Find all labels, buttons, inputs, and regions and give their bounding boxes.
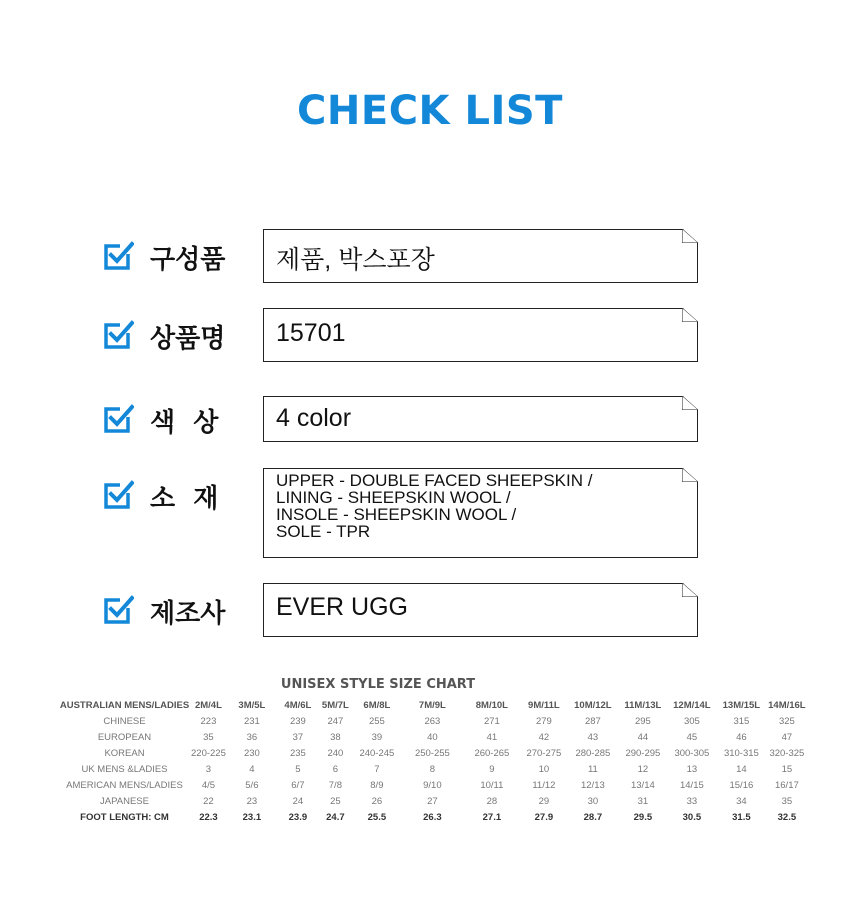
size-row-label: UK MENS &LADIES bbox=[81, 763, 168, 775]
checklist-value bbox=[276, 404, 351, 433]
size-cell: 24.7 bbox=[326, 811, 345, 823]
size-cell: 12 bbox=[637, 763, 649, 775]
size-cell: 8 bbox=[429, 763, 436, 775]
size-cell: 260-265 bbox=[474, 747, 510, 759]
size-cell: 22.3 bbox=[199, 811, 218, 823]
checklist-value-line: SOLE - TPR bbox=[276, 522, 371, 541]
size-cell: 271 bbox=[483, 715, 500, 727]
checkbox-checked-icon bbox=[102, 319, 134, 351]
size-cell: 10 bbox=[538, 763, 550, 775]
size-row-label: CHINESE bbox=[103, 715, 146, 727]
size-cell: 27.9 bbox=[534, 811, 554, 823]
checklist-value-line: 4 color bbox=[276, 404, 352, 432]
size-chart-title: UNISEX STYLE SIZE CHART bbox=[280, 677, 476, 692]
size-row-label: AMERICAN MENS/LADIES bbox=[66, 779, 183, 791]
size-cell: 5 bbox=[295, 763, 301, 775]
size-cell: 31 bbox=[637, 795, 649, 807]
checklist-value-line: EVER UGG bbox=[276, 593, 408, 621]
size-cell: 4/5 bbox=[201, 779, 216, 791]
size-cell: 45 bbox=[686, 731, 698, 743]
size-cell: 35 bbox=[203, 731, 214, 743]
size-cell: 42 bbox=[538, 731, 550, 743]
size-cell: 44 bbox=[637, 731, 649, 743]
size-cell: 280-285 bbox=[575, 747, 611, 759]
size-cell: 263 bbox=[424, 715, 441, 727]
checklist-row bbox=[0, 308, 860, 362]
size-cell: 14M/16L bbox=[768, 699, 806, 711]
size-cell: 30.5 bbox=[682, 811, 702, 823]
checklist-value-box bbox=[263, 229, 698, 283]
size-cell: 279 bbox=[535, 715, 552, 727]
size-cell: 43 bbox=[587, 731, 599, 743]
size-cell: 46 bbox=[736, 731, 747, 743]
size-cell: 40 bbox=[427, 731, 438, 743]
size-cell: 220-225 bbox=[191, 747, 226, 759]
size-cell: 223 bbox=[200, 715, 217, 727]
size-cell: 295 bbox=[634, 715, 651, 727]
size-cell: 4 bbox=[249, 763, 255, 775]
size-cell: 24 bbox=[292, 795, 304, 807]
checklist-value bbox=[276, 472, 592, 540]
size-cell: 235 bbox=[289, 747, 306, 759]
size-cell: 29 bbox=[538, 795, 550, 807]
size-cell: 27.1 bbox=[482, 811, 502, 823]
size-cell: 315 bbox=[733, 715, 750, 727]
size-cell: 9M/11L bbox=[528, 699, 560, 711]
size-cell: 310-315 bbox=[723, 747, 759, 759]
size-row-label: AUSTRALIAN MENS/LADIES bbox=[59, 699, 190, 711]
checklist-row bbox=[0, 468, 860, 558]
size-cell: 34 bbox=[736, 795, 747, 807]
checklist-value-line: UPPER - DOUBLE FACED SHEEPSKIN / bbox=[276, 471, 593, 490]
size-cell: 5M/7L bbox=[321, 699, 349, 711]
size-cell: 25.5 bbox=[367, 811, 387, 823]
size-cell: 26.3 bbox=[423, 811, 442, 823]
corner-fold-icon bbox=[682, 396, 698, 410]
size-cell: 41 bbox=[486, 731, 498, 743]
corner-fold-icon bbox=[682, 468, 698, 482]
size-cell: 9 bbox=[489, 763, 495, 775]
size-row bbox=[58, 793, 807, 809]
size-cell: 36 bbox=[246, 731, 258, 743]
checklist-label: 소 재 bbox=[150, 484, 219, 514]
size-cell: 270-275 bbox=[526, 747, 562, 759]
size-cell: 300-305 bbox=[674, 747, 710, 759]
checklist-value-box bbox=[263, 396, 698, 442]
size-cell: 290-295 bbox=[625, 747, 661, 759]
size-cell: 35 bbox=[781, 795, 793, 807]
checklist-label: 구성품 bbox=[150, 245, 226, 275]
size-row bbox=[58, 713, 807, 729]
size-cell: 10/11 bbox=[480, 779, 504, 791]
size-cell: 250-255 bbox=[414, 747, 450, 759]
size-cell: 38 bbox=[330, 731, 341, 743]
size-cell: 7/8 bbox=[328, 779, 342, 791]
size-row bbox=[58, 729, 807, 745]
size-row bbox=[58, 761, 807, 777]
size-cell: 16/17 bbox=[774, 779, 799, 791]
size-cell: 320-325 bbox=[769, 747, 805, 759]
checklist-value-line: LINING - SHEEPSKIN WOOL / bbox=[276, 488, 511, 507]
size-cell: 23.9 bbox=[288, 811, 308, 823]
checkbox-checked-icon bbox=[102, 479, 134, 511]
corner-fold-icon bbox=[682, 583, 698, 597]
size-cell: 11 bbox=[587, 763, 598, 775]
size-cell: 29.5 bbox=[633, 811, 653, 823]
size-cell: 8/9 bbox=[370, 779, 384, 791]
page-title: CHECK LIST bbox=[297, 88, 563, 134]
checkbox-checked-icon bbox=[102, 594, 134, 626]
size-cell: 287 bbox=[584, 715, 601, 727]
checkbox-checked-icon bbox=[102, 240, 134, 272]
checklist-label: 색 상 bbox=[150, 408, 219, 438]
checklist-label: 제조사 bbox=[150, 599, 226, 629]
checklist-value-line: 제품, 박스포장 bbox=[276, 246, 435, 274]
size-cell: 325 bbox=[778, 715, 795, 727]
size-row-label: FOOT LENGTH: CM bbox=[80, 811, 169, 823]
size-cell: 5/6 bbox=[245, 779, 259, 791]
size-cell: 37 bbox=[292, 731, 304, 743]
size-row-label: EUROPEAN bbox=[97, 731, 152, 743]
size-cell: 33 bbox=[686, 795, 698, 807]
size-cell: 255 bbox=[368, 715, 385, 727]
checklist-value bbox=[276, 593, 408, 622]
checklist-label: 상품명 bbox=[150, 324, 226, 354]
size-cell: 6M/8L bbox=[363, 699, 391, 711]
size-cell: 13M/15L bbox=[722, 699, 761, 711]
size-cell: 14 bbox=[736, 763, 747, 775]
size-cell: 47 bbox=[781, 731, 793, 743]
size-row bbox=[58, 745, 807, 761]
size-cell: 28.7 bbox=[583, 811, 603, 823]
corner-fold-icon bbox=[682, 229, 698, 243]
size-cell: 14/15 bbox=[679, 779, 704, 791]
size-cell: 15/16 bbox=[729, 779, 754, 791]
size-footer-row bbox=[58, 809, 807, 825]
size-cell: 13 bbox=[686, 763, 698, 775]
size-cell: 13/14 bbox=[630, 779, 655, 791]
size-cell: 230 bbox=[243, 747, 260, 759]
size-chart-table bbox=[58, 697, 807, 825]
checklist-value-line: INSOLE - SHEEPSKIN WOOL / bbox=[276, 505, 517, 524]
size-cell: 12/13 bbox=[580, 779, 605, 791]
size-cell: 39 bbox=[371, 731, 383, 743]
size-cell: 30 bbox=[587, 795, 599, 807]
checklist-value bbox=[276, 240, 435, 276]
size-cell: 6 bbox=[332, 763, 339, 775]
size-cell: 11/12 bbox=[532, 779, 556, 791]
size-cell: 247 bbox=[327, 715, 344, 727]
size-cell: 25 bbox=[330, 795, 341, 807]
size-cell: 7M/9L bbox=[418, 699, 446, 711]
size-row-label: KOREAN bbox=[104, 747, 145, 759]
size-cell: 6/7 bbox=[291, 779, 305, 791]
size-cell: 31.5 bbox=[732, 811, 751, 823]
size-cell: 3 bbox=[205, 763, 212, 775]
checklist-row bbox=[0, 583, 860, 637]
size-cell: 27 bbox=[427, 795, 438, 807]
size-cell: 7 bbox=[374, 763, 380, 775]
size-cell: 8M/10L bbox=[475, 699, 508, 711]
size-header-row bbox=[58, 697, 807, 713]
size-row-label: JAPANESE bbox=[100, 795, 149, 807]
checklist-value-box bbox=[263, 468, 698, 558]
size-cell: 10M/12L bbox=[574, 699, 612, 711]
size-cell: 11M/13L bbox=[624, 699, 662, 711]
size-row bbox=[58, 777, 807, 793]
size-cell: 32.5 bbox=[777, 811, 797, 823]
size-cell: 240 bbox=[327, 747, 344, 759]
checklist-row bbox=[0, 396, 860, 442]
size-cell: 239 bbox=[289, 715, 306, 727]
size-cell: 28 bbox=[486, 795, 498, 807]
size-cell: 3M/5L bbox=[238, 699, 266, 711]
checkbox-checked-icon bbox=[102, 403, 134, 435]
size-cell: 9/10 bbox=[423, 779, 442, 791]
checklist-value-line: 15701 bbox=[276, 319, 346, 347]
checklist-row bbox=[0, 229, 860, 283]
size-cell: 26 bbox=[371, 795, 383, 807]
checklist-value-box bbox=[263, 583, 698, 637]
size-cell: 231 bbox=[243, 715, 260, 727]
size-cell: 23.1 bbox=[242, 811, 262, 823]
size-cell: 15 bbox=[781, 763, 793, 775]
checklist-value-box bbox=[263, 308, 698, 362]
size-cell: 22 bbox=[203, 795, 214, 807]
size-cell: 12M/14L bbox=[673, 699, 711, 711]
corner-fold-icon bbox=[682, 308, 698, 322]
size-cell: 4M/6L bbox=[284, 699, 312, 711]
size-cell: 240-245 bbox=[359, 747, 395, 759]
checklist-value bbox=[276, 319, 346, 348]
size-cell: 305 bbox=[683, 715, 700, 727]
size-cell: 23 bbox=[246, 795, 258, 807]
size-cell: 2M/4L bbox=[194, 699, 222, 711]
